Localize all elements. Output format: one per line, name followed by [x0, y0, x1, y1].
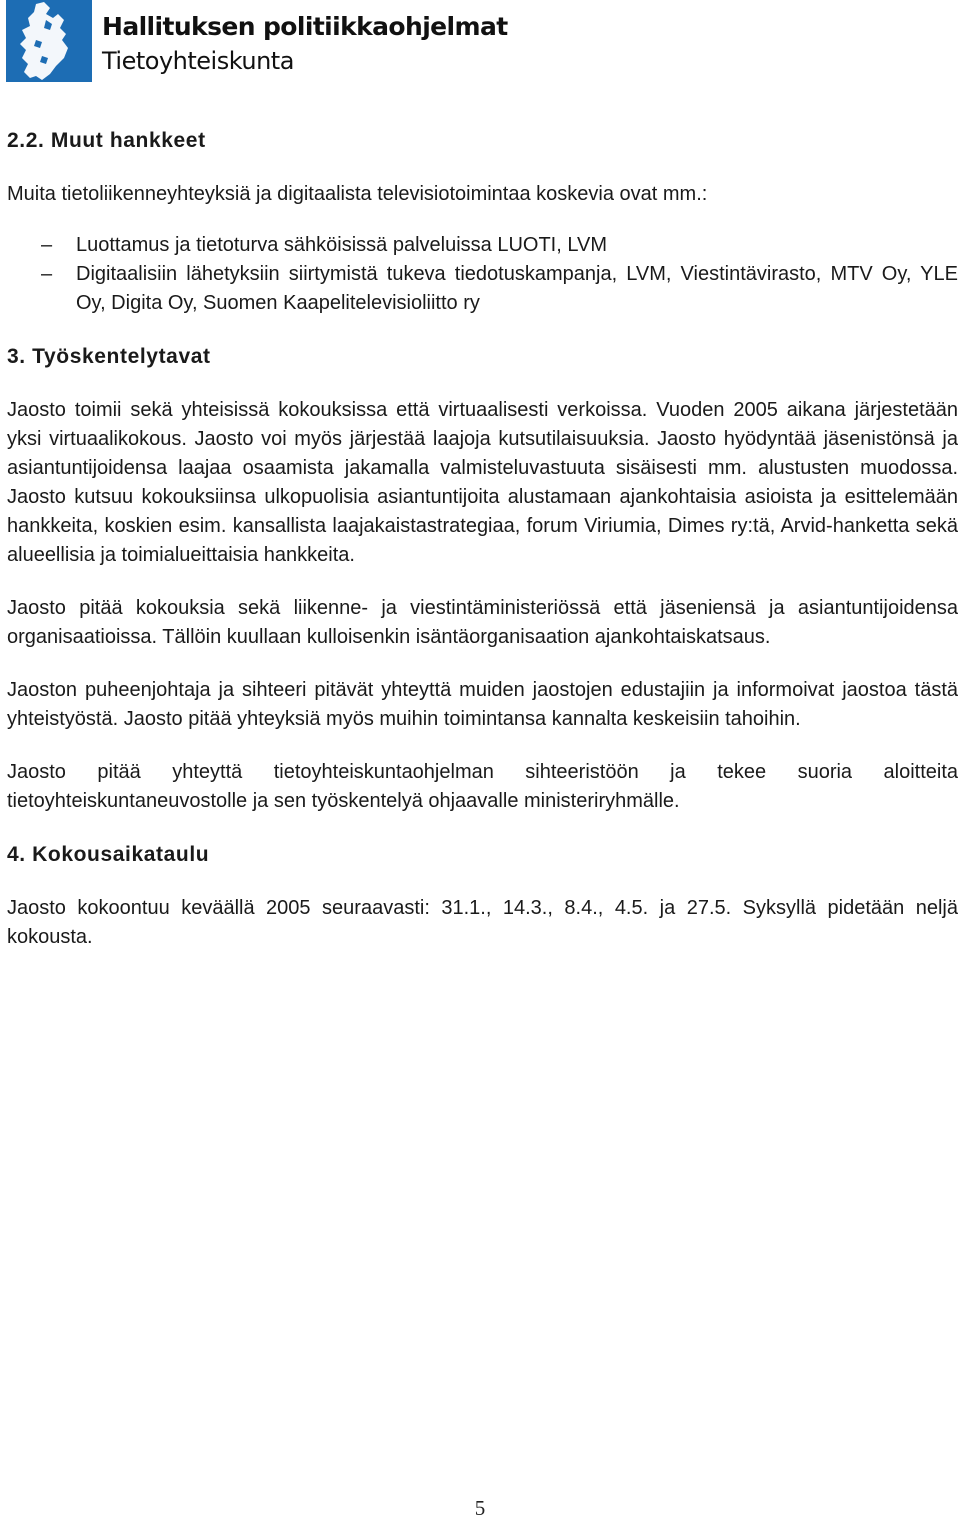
section-intro: Muita tietoliikenneyhteyksiä ja digitaalista televisiotoimintaa koskevia ovat mm.:	[7, 183, 708, 205]
section-heading-2-2: 2.2. Muut hankkeet	[7, 129, 206, 152]
dash-bullet-icon: –	[41, 263, 53, 285]
brand-title: Hallituksen politiikkaohjelmat	[102, 12, 508, 41]
paragraph: Jaosto toimii sekä yhteisissä kokouksissa että virtuaalisesti verkoissa. Vuoden 2005 aikana järjestetään yksi virtuaalikokous. Jaosto voi myös järjestää laajoja kutsutilaisuuksia. Jaosto hyödyntää jäsenistönsä ja asiantuntijoidensa laajaa osaamista jakamalla valmisteluvastuuta sisäisesti mm. alustusten muodossa. Jaosto kutsuu kokouksiinsa ulkopuolisia asiantuntijoita alustamaan ajankohtaisia asioista ja esittelemään hankkeita, koskien esim. kansallista laajakaistastrategiaa, forum Viriumia, Dimes ry:tä, Arvid-hanketta sekä alueellisia ja toimialueittaisia hankkeita.	[7, 399, 958, 566]
paragraph: Jaoston puheenjohtaja ja sihteeri pitävät yhteyttä muiden jaostojen edustajiin ja informoivat jaostoa tästä yhteistyöstä. Jaosto pitää yhteyksiä myös muihin toimintansa kannalta keskeisiin tahoihin.	[7, 679, 958, 730]
document-header	[6, 0, 508, 82]
page-number: 5	[474, 1496, 486, 1520]
brand-subtitle: Tietoyhteiskunta	[102, 47, 294, 75]
list-item-text: Luottamus ja tietoturva sähköisissä palveluissa LUOTI, LVM	[76, 234, 607, 256]
paragraph: Jaosto pitää kokouksia sekä liikenne- ja viestintäministeriössä että jäseniensä ja asiantuntijoidensa organisaatioissa. Tällöin kuullaan kulloisenkin isäntäorganisaation ajankohtaiskatsaus.	[7, 597, 958, 648]
finland-map-logo-icon	[6, 0, 92, 82]
list-item	[7, 260, 958, 318]
project-list	[7, 231, 958, 318]
list-item	[7, 231, 958, 260]
dash-bullet-icon: –	[41, 234, 53, 256]
list-item-text: Digitaalisiin lähetyksiin siirtymistä tukeva tiedotuskampanja, LVM, Viestintävirasto, MTV Oy, YLE Oy, Digita Oy, Suomen Kaapelitelevisioliitto ry	[76, 263, 958, 314]
paragraph: Jaosto kokoontuu keväällä 2005 seuraavasti: 31.1., 14.3., 8.4., 4.5. ja 27.5. Syksyllä pidetään neljä kokousta.	[7, 897, 958, 948]
paragraph: Jaosto pitää yhteyttä tietoyhteiskuntaohjelman sihteeristöön ja tekee suoria aloitteita tietoyhteiskuntaneuvostolle ja sen työskentelyä ohjaavalle ministeriryhmälle.	[7, 761, 958, 812]
section-heading-4: 4. Kokousaikataulu	[7, 843, 210, 866]
section-heading-3: 3. Työskentelytavat	[7, 345, 211, 368]
document-body	[7, 126, 958, 976]
brand-block	[102, 0, 508, 76]
